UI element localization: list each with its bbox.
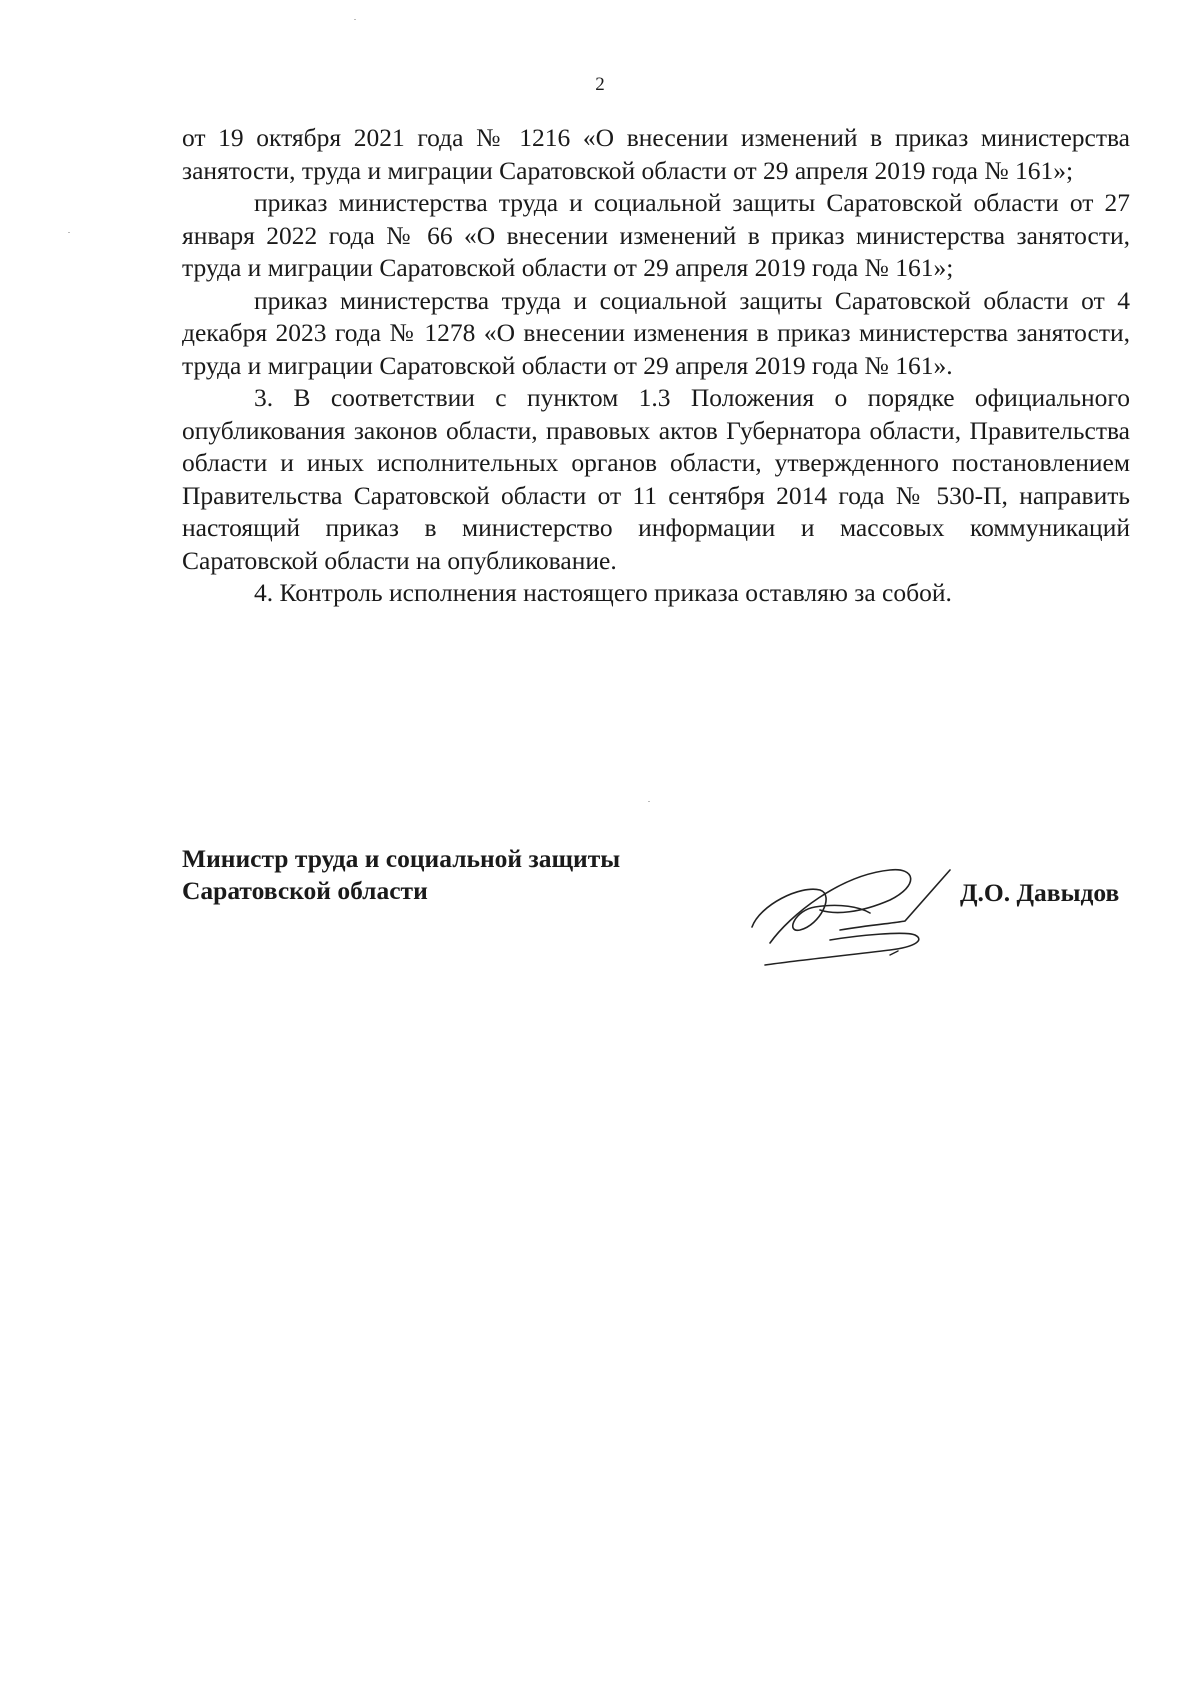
paragraph-5: 4. Контроль исполнения настоящего приказа оставляю за собой. xyxy=(254,578,952,607)
signer-position xyxy=(182,843,620,907)
paragraph-4: 3. В соответствии с пунктом 1.3 Положения о порядке официального опубликования законов области, правовых актов Губернатора области, Правительства области и иных исполнительных органов области, утвержденного постановлением Правительства Саратовской области от 11 сентября 2014 года № 530-П, направить настоящий приказ в министерство информации и массовых коммуникаций Саратовской области на опубликование. xyxy=(182,383,1130,575)
signer-position-line-1: Министр труда и социальной защиты xyxy=(182,844,621,873)
signer-position-line-2: Саратовской области xyxy=(182,876,428,905)
paragraph-3: приказ министерства труда и социальной защиты Саратовской области от 4 декабря 2023 года № 1278 «О внесении изменения в приказ министерства занятости, труда и миграции Саратовской области от 29 апреля 2019 года № 161». xyxy=(182,285,1130,380)
document-body xyxy=(182,122,1130,610)
scan-speck xyxy=(354,19,356,20)
scan-speck xyxy=(648,801,650,802)
handwritten-signature xyxy=(740,855,980,975)
paragraph-1: от 19 октября 2021 года № 1216 «О внесении изменений в приказ министерства занятости, труда и миграции Саратовской области от 29 апреля 2019 года № 161»; xyxy=(182,123,1130,185)
paragraph-2: приказ министерства труда и социальной защиты Саратовской области от 27 января 2022 года № 66 «О внесении изменений в приказ министерства занятости, труда и миграции Саратовской области от 29 апреля 2019 года № 161»; xyxy=(182,188,1130,282)
page-number: 2 xyxy=(595,74,605,95)
scan-speck xyxy=(68,232,70,233)
signer-name: Д.О. Давыдов xyxy=(960,878,1120,907)
